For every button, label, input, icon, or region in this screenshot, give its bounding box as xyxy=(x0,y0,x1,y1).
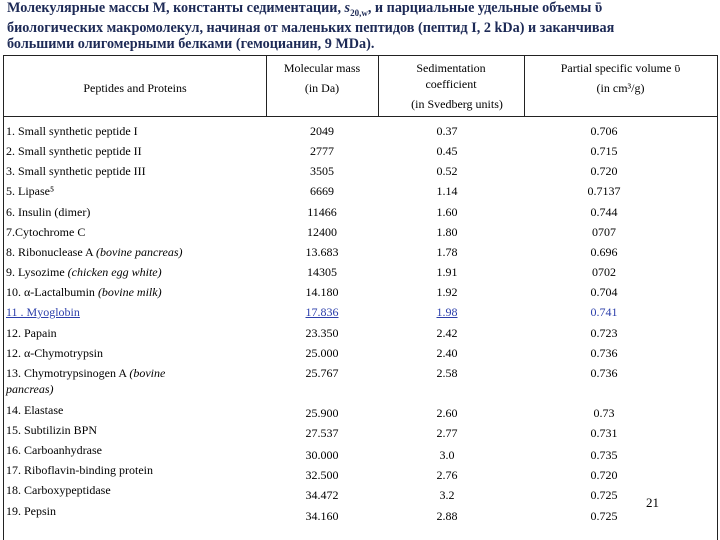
table-row-mass: 6669 xyxy=(310,184,334,198)
table-row-sed: 3.0 xyxy=(439,448,455,462)
table-row-psv: 0.715 xyxy=(590,144,618,158)
table-row-psv: 0.735 xyxy=(590,448,618,462)
page-number: 21 xyxy=(646,495,659,510)
table-row-name: 2. Small synthetic peptide II xyxy=(6,144,142,158)
table-row-psv: 0702 xyxy=(592,265,616,279)
table-row-mass: 17.836 xyxy=(305,305,339,319)
table-row-psv: 0.696 xyxy=(590,245,618,259)
table-row-psv: 0.706 xyxy=(590,124,618,138)
table-row-name: 12. α-Chymotrypsin xyxy=(6,346,103,360)
header-psv-1: Partial specific volume ῡ xyxy=(560,61,681,75)
table-row-mass: 23.350 xyxy=(305,326,339,340)
header-name: Peptides and Proteins xyxy=(83,81,187,95)
table-row-mass: 27.537 xyxy=(305,426,339,440)
table-row-mass: 13.683 xyxy=(305,245,339,259)
table-row-name: 15. Subtilizin BPN xyxy=(6,423,98,437)
table-row-psv: 0.725 xyxy=(590,488,618,502)
table-row-sed: 2.77 xyxy=(436,426,458,440)
table-row-psv: 0.744 xyxy=(590,205,618,219)
table-row-psv: 0.723 xyxy=(590,326,618,340)
table-row-psv: 0.720 xyxy=(590,468,618,482)
table-row-mass: 34.160 xyxy=(305,509,339,523)
table-row-mass: 25.900 xyxy=(305,406,339,420)
table-row-sed: 2.42 xyxy=(436,326,458,340)
table-row-name-continued: pancreas) xyxy=(6,382,54,396)
header-separator xyxy=(4,116,717,117)
table-row-mass: 2777 xyxy=(310,144,334,158)
table-row-mass: 30.000 xyxy=(305,448,339,462)
table-row-name: 3. Small synthetic peptide III xyxy=(6,164,146,178)
table-row-sed: 2.88 xyxy=(436,509,458,523)
table-row-name: 17. Riboflavin-binding protein xyxy=(6,463,153,477)
table-row-sed: 1.80 xyxy=(436,225,458,239)
table-row-mass: 2049 xyxy=(310,124,334,138)
table-row-mass: 14305 xyxy=(307,265,337,279)
table-row-sed: 1.14 xyxy=(436,184,458,198)
table-row-sed: 2.60 xyxy=(436,406,458,420)
table-row-name: 5. Lipase⁵ xyxy=(6,184,55,198)
table-row-sed: 2.40 xyxy=(436,346,458,360)
table-row-mass: 34.472 xyxy=(305,488,339,502)
header-mass-2: (in Da) xyxy=(304,81,340,95)
table-row-sed: 2.76 xyxy=(436,468,458,482)
table-row-mass: 32.500 xyxy=(305,468,339,482)
header-mass-1: Molecular mass xyxy=(283,61,361,75)
table-row-name: 10. α-Lactalbumin (bovine milk) xyxy=(6,285,162,299)
table-row-name: 12. Papain xyxy=(6,326,57,340)
table-row-mass: 14.180 xyxy=(305,285,339,299)
table-row-name: 7.Cytochrome C xyxy=(6,225,86,239)
caption-line-1: Молекулярные массы М, константы седиментации, $s_{20,w}$, и парциальные удельные объемы ῡ xyxy=(7,0,603,18)
table-row-psv: 0.73 xyxy=(593,406,615,420)
table-row-mass: 12400 xyxy=(307,225,337,239)
caption-line-2: биологических макромолекул, начиная от маленьких пептидов (пептид I, 2 kDa) и заканчивая xyxy=(7,20,615,37)
table-row-name: 11 . Myoglobin xyxy=(6,305,80,319)
table-row-psv: 0.736 xyxy=(590,346,618,360)
table-row-name: 13. Chymotrypsinogen A (bovine xyxy=(6,366,166,380)
table-row-sed: 1.92 xyxy=(436,285,458,299)
slide-caption xyxy=(7,1,715,52)
table-row-psv: 0.720 xyxy=(590,164,618,178)
table-row-name: 18. Carboxypeptidase xyxy=(6,483,111,497)
table-row-sed: 1.91 xyxy=(436,265,458,279)
table-row-sed: 1.98 xyxy=(436,305,458,319)
table-row-name: 6. Insulin (dimer) xyxy=(6,205,91,219)
table-row-mass: 3505 xyxy=(310,164,334,178)
header-sed-2: coefficient xyxy=(425,77,477,91)
table-row-psv: 0.725 xyxy=(590,509,618,523)
table-row-psv: 0.731 xyxy=(590,426,618,440)
table-row-psv: 0.741 xyxy=(590,305,618,319)
table-row-sed: 3.2 xyxy=(439,488,455,502)
table-row-sed: 2.58 xyxy=(436,366,458,380)
table-row-name: 19. Pepsin xyxy=(6,504,57,518)
table-row-name: 16. Carboanhydrase xyxy=(6,443,102,457)
table-row-name: 1. Small synthetic peptide I xyxy=(6,124,138,138)
table-row-name: 14. Elastase xyxy=(6,403,64,417)
table-row-sed: 1.78 xyxy=(436,245,458,259)
table-row-sed: 1.60 xyxy=(436,205,458,219)
header-psv-2: (in cm³/g) xyxy=(596,81,645,95)
table-row-sed: 0.45 xyxy=(436,144,458,158)
table-row-sed: 0.52 xyxy=(436,164,458,178)
table-row-psv: 0.7137 xyxy=(587,184,621,198)
table-row-name: 8. Ribonuclease A (bovine pancreas) xyxy=(6,245,183,259)
table-row-sed: 0.37 xyxy=(436,124,458,138)
header-sed-3: (in Svedberg units) xyxy=(411,97,503,111)
table-row-mass: 25.767 xyxy=(305,366,339,380)
table-row-psv: 0.736 xyxy=(590,366,618,380)
header-sed-1: Sedimentation xyxy=(416,61,486,75)
table-row-mass: 25.000 xyxy=(305,346,339,360)
table-row-psv: 0707 xyxy=(592,225,616,239)
caption-line-3: большими олигомерными белками (гемоцианин, 9 MDa). xyxy=(7,35,375,52)
table-row-name: 9. Lysozime (chicken egg white) xyxy=(6,265,162,279)
table-row-psv: 0.704 xyxy=(590,285,618,299)
table-row-mass: 11466 xyxy=(307,205,337,219)
